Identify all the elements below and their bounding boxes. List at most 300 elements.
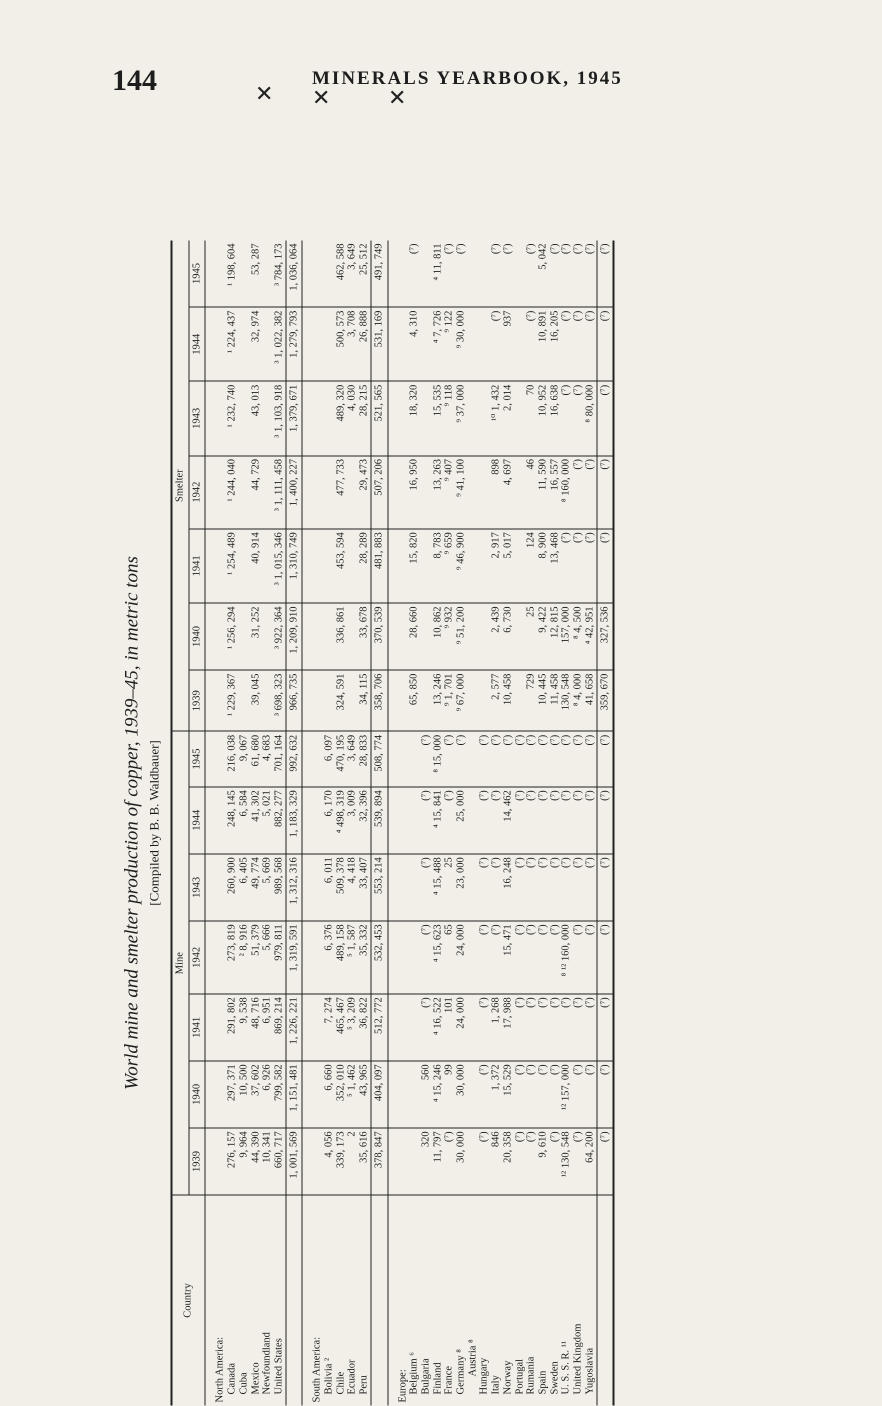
table-row bbox=[573, 241, 585, 1406]
country-name: Belgium ⁶ bbox=[408, 1352, 420, 1395]
smelter-value: ⁸ 160, 000 bbox=[561, 456, 573, 529]
mine-value: 260, 900 bbox=[227, 854, 239, 921]
mine-value bbox=[409, 854, 421, 921]
smelter-value: 65, 850 bbox=[409, 670, 421, 731]
mine-value: (⁷) bbox=[573, 854, 585, 921]
mine-value: 276, 157 bbox=[227, 1128, 239, 1195]
smelter-value: ⁴ 7, 726 bbox=[432, 307, 444, 381]
smelter-value: ¹⁰ 1, 432 bbox=[491, 381, 503, 455]
mine-value: ⁴ 16, 522 bbox=[432, 994, 444, 1061]
smelter-value: 324, 591 bbox=[335, 670, 347, 731]
mine-value: ⁸ ¹² 160, 000 bbox=[561, 921, 573, 994]
section-header-row bbox=[302, 241, 323, 1406]
mine-value: 273, 819 bbox=[227, 921, 239, 994]
total-row bbox=[286, 241, 303, 1406]
empty-cell bbox=[302, 381, 323, 455]
empty-cell bbox=[388, 307, 409, 381]
country-name: Rumania bbox=[525, 1356, 537, 1395]
smelter-value bbox=[238, 241, 250, 308]
table-row bbox=[537, 241, 549, 1406]
mine-value: (⁷) bbox=[479, 854, 491, 921]
mine-value: ⁵ 1, 587 bbox=[347, 921, 359, 994]
empty-cell bbox=[302, 1061, 323, 1128]
empty-cell bbox=[388, 731, 409, 786]
smelter-value: 2, 917 bbox=[491, 529, 503, 603]
mine-total: 1, 312, 316 bbox=[286, 854, 303, 921]
mine-value bbox=[467, 787, 479, 854]
smelter-value bbox=[479, 670, 491, 731]
mine-total: (⁷) bbox=[597, 787, 614, 854]
mine-value: 6, 405 bbox=[238, 854, 250, 921]
country-cell bbox=[491, 1195, 503, 1406]
mine-value bbox=[467, 994, 479, 1061]
country-name: Sweden bbox=[549, 1361, 561, 1395]
smelter-value: ⁹ 932 bbox=[444, 603, 456, 670]
mine-value: (⁷) bbox=[584, 994, 596, 1061]
smelter-value: ⁹ 659 bbox=[444, 529, 456, 603]
mine-value: ⁵ 1, 462 bbox=[347, 1061, 359, 1128]
mine-total: (⁷) bbox=[597, 731, 614, 786]
mine-value: 11, 797 bbox=[432, 1128, 444, 1195]
smelter-value bbox=[238, 456, 250, 529]
smelter-value: 12, 815 bbox=[549, 603, 561, 670]
mine-value: 43, 965 bbox=[359, 1061, 371, 1128]
country-name: Finland bbox=[432, 1362, 444, 1395]
mine-value: 509, 378 bbox=[335, 854, 347, 921]
mine-value: 35, 332 bbox=[359, 921, 371, 994]
empty-cell bbox=[205, 307, 226, 381]
smelter-value: 28, 289 bbox=[359, 529, 371, 603]
smelter-value: 4, 697 bbox=[502, 456, 514, 529]
mine-value: (⁷) bbox=[514, 787, 526, 854]
mine-value: 99 bbox=[444, 1061, 456, 1128]
mine-value: 352, 010 bbox=[335, 1061, 347, 1128]
mine-total: 378, 847 bbox=[371, 1128, 388, 1195]
smelter-value bbox=[262, 529, 274, 603]
mine-value: (⁷) bbox=[584, 787, 596, 854]
mine-value: ⁴ 15, 623 bbox=[432, 921, 444, 994]
mine-value: (⁷) bbox=[537, 731, 549, 786]
table-row bbox=[502, 241, 514, 1406]
smelter-value: ³ 922, 364 bbox=[273, 603, 285, 670]
smelter-value: 53, 287 bbox=[250, 241, 262, 308]
smelter-value: ⁸ 4, 000 bbox=[573, 670, 585, 731]
smelter-value: 25, 512 bbox=[359, 241, 371, 308]
mine-value bbox=[409, 731, 421, 786]
smelter-value: 10, 952 bbox=[537, 381, 549, 455]
smelter-value bbox=[347, 670, 359, 731]
smelter-value: (⁷) bbox=[561, 241, 573, 308]
country-name: Ecuador bbox=[346, 1359, 358, 1395]
table-row bbox=[262, 241, 274, 1406]
country-name: Bolivia ² bbox=[323, 1357, 335, 1395]
smelter-value: (⁷) bbox=[573, 529, 585, 603]
smelter-value: 157, 000 bbox=[561, 603, 573, 670]
country-name: Spain bbox=[537, 1370, 549, 1395]
smelter-value: ⁹ 118 bbox=[444, 381, 456, 455]
mine-value: (⁷) bbox=[514, 921, 526, 994]
mine-value bbox=[467, 921, 479, 994]
smelter-group-header: Smelter bbox=[172, 241, 189, 732]
mine-value: (⁷) bbox=[491, 921, 503, 994]
empty-cell bbox=[205, 1128, 226, 1195]
country-name: Norway bbox=[502, 1360, 514, 1395]
mine-value: 17, 988 bbox=[502, 994, 514, 1061]
smelter-value: 16, 205 bbox=[549, 307, 561, 381]
table-caption: World mine and smelter production of copper, 1939–45, in metric tons bbox=[121, 556, 143, 1090]
mine-value: 248, 145 bbox=[227, 787, 239, 854]
mine-value: 64, 200 bbox=[584, 1128, 596, 1195]
table-row bbox=[359, 241, 371, 1406]
mine-value bbox=[409, 921, 421, 994]
mine-value: 5, 669 bbox=[262, 854, 274, 921]
smelter-value: 28, 215 bbox=[359, 381, 371, 455]
mine-total: 512, 772 bbox=[371, 994, 388, 1061]
smelter-value: 4, 310 bbox=[409, 307, 421, 381]
smelter-value: 8, 783 bbox=[432, 529, 444, 603]
smelter-value: 5, 042 bbox=[537, 241, 549, 308]
mine-value: 33, 407 bbox=[359, 854, 371, 921]
mine-year-header: 1940 bbox=[189, 1061, 206, 1128]
mine-value: 61, 680 bbox=[250, 731, 262, 786]
empty-cell bbox=[205, 731, 226, 786]
smelter-value: ³ 1, 103, 918 bbox=[273, 381, 285, 455]
country-column-header: Country bbox=[172, 1195, 206, 1406]
mine-value: 4, 056 bbox=[324, 1128, 336, 1195]
mine-value: 489, 158 bbox=[335, 921, 347, 994]
mine-value: (⁷) bbox=[584, 731, 596, 786]
smelter-value: ¹ 224, 437 bbox=[227, 307, 239, 381]
mine-value: 48, 716 bbox=[250, 994, 262, 1061]
smelter-value: 46 bbox=[526, 456, 538, 529]
empty-cell bbox=[205, 1061, 226, 1128]
smelter-total: (⁷) bbox=[597, 307, 614, 381]
table-row bbox=[347, 241, 359, 1406]
mine-value: ² 8, 916 bbox=[238, 921, 250, 994]
smelter-value bbox=[514, 381, 526, 455]
country-name: Italy bbox=[490, 1375, 502, 1395]
mine-total: 553, 214 bbox=[371, 854, 388, 921]
mine-value: (⁷) bbox=[549, 731, 561, 786]
smelter-year-header: 1944 bbox=[189, 307, 206, 381]
country-name: Mexico bbox=[250, 1362, 262, 1395]
mine-value: 10, 500 bbox=[238, 1061, 250, 1128]
mine-value: 882, 277 bbox=[273, 787, 285, 854]
smelter-value: ⁹ 37, 000 bbox=[456, 381, 468, 455]
smelter-value: ³ 698, 323 bbox=[273, 670, 285, 731]
smelter-value: 8, 900 bbox=[537, 529, 549, 603]
country-cell bbox=[561, 1195, 573, 1406]
mine-value: (⁷) bbox=[444, 787, 456, 854]
smelter-value: 16, 950 bbox=[409, 456, 421, 529]
smelter-value bbox=[324, 529, 336, 603]
smelter-value: 6, 730 bbox=[502, 603, 514, 670]
x-mark-icon: ✕ bbox=[388, 86, 407, 111]
empty-cell bbox=[388, 787, 409, 854]
smelter-value bbox=[514, 456, 526, 529]
smelter-value bbox=[467, 529, 479, 603]
country-name: Austria ⁸ bbox=[467, 1339, 479, 1377]
smelter-value: 18, 320 bbox=[409, 381, 421, 455]
smelter-value: 15, 535 bbox=[432, 381, 444, 455]
mine-value: (⁷) bbox=[561, 994, 573, 1061]
smelter-value: ¹ 198, 604 bbox=[227, 241, 239, 308]
smelter-value bbox=[238, 603, 250, 670]
country-name: Germany ⁸ bbox=[455, 1349, 467, 1395]
smelter-value bbox=[324, 456, 336, 529]
smelter-value: 477, 733 bbox=[335, 456, 347, 529]
table-row bbox=[335, 241, 347, 1406]
smelter-value bbox=[467, 670, 479, 731]
smelter-year-header: 1945 bbox=[189, 241, 206, 308]
mine-value: 6, 951 bbox=[262, 994, 274, 1061]
country-cell bbox=[573, 1195, 585, 1406]
smelter-value: (⁷) bbox=[549, 241, 561, 308]
mine-value: 51, 379 bbox=[250, 921, 262, 994]
mine-value: (⁷) bbox=[549, 1061, 561, 1128]
smelter-value: 9, 422 bbox=[537, 603, 549, 670]
smelter-value: ¹ 229, 367 bbox=[227, 670, 239, 731]
smelter-value bbox=[238, 670, 250, 731]
mine-year-header: 1943 bbox=[189, 854, 206, 921]
smelter-value: ¹ 254, 489 bbox=[227, 529, 239, 603]
mine-value: 14, 462 bbox=[502, 787, 514, 854]
mine-value: (⁷) bbox=[479, 787, 491, 854]
smelter-value bbox=[514, 670, 526, 731]
smelter-value: 15, 820 bbox=[409, 529, 421, 603]
smelter-total: 507, 206 bbox=[371, 456, 388, 529]
smelter-value: (⁷) bbox=[502, 241, 514, 308]
copper-production-table bbox=[171, 241, 615, 1406]
smelter-value: ¹ 232, 740 bbox=[227, 381, 239, 455]
empty-cell bbox=[302, 307, 323, 381]
smelter-total: (⁷) bbox=[597, 529, 614, 603]
smelter-value: (⁷) bbox=[491, 241, 503, 308]
smelter-year-header: 1943 bbox=[189, 381, 206, 455]
table-row bbox=[324, 241, 336, 1406]
country-cell bbox=[514, 1195, 526, 1406]
smelter-value: 462, 588 bbox=[335, 241, 347, 308]
mine-total: 404, 097 bbox=[371, 1061, 388, 1128]
mine-value: (⁷) bbox=[573, 1128, 585, 1195]
country-cell bbox=[359, 1195, 371, 1406]
mine-value: 37, 602 bbox=[250, 1061, 262, 1128]
smelter-value bbox=[347, 529, 359, 603]
mine-value: 35, 616 bbox=[359, 1128, 371, 1195]
mine-value: ⁴ 498, 319 bbox=[335, 787, 347, 854]
table-row bbox=[444, 241, 456, 1406]
mine-value: 2 bbox=[347, 1128, 359, 1195]
mine-value: 5, 021 bbox=[262, 787, 274, 854]
smelter-value bbox=[420, 307, 432, 381]
mine-value: 470, 195 bbox=[335, 731, 347, 786]
mine-value: 4, 418 bbox=[347, 854, 359, 921]
mine-value: (⁷) bbox=[561, 854, 573, 921]
mine-group-header: Mine bbox=[172, 731, 189, 1195]
mine-total: 508, 774 bbox=[371, 731, 388, 786]
mine-value bbox=[409, 787, 421, 854]
smelter-value: 937 bbox=[502, 307, 514, 381]
mine-value: (⁷) bbox=[479, 921, 491, 994]
empty-cell bbox=[388, 994, 409, 1061]
mine-value: 15, 529 bbox=[502, 1061, 514, 1128]
country-cell bbox=[273, 1195, 285, 1406]
smelter-year-header: 1939 bbox=[189, 670, 206, 731]
country-name: Hungary bbox=[478, 1357, 490, 1395]
smelter-value bbox=[262, 603, 274, 670]
smelter-value bbox=[420, 670, 432, 731]
smelter-value: 3, 649 bbox=[347, 241, 359, 308]
mine-value: (⁷) bbox=[514, 1061, 526, 1128]
smelter-value: 16, 638 bbox=[549, 381, 561, 455]
smelter-value bbox=[467, 381, 479, 455]
smelter-value: ⁹ 407 bbox=[444, 456, 456, 529]
country-cell bbox=[584, 1195, 596, 1406]
mine-value: 9, 067 bbox=[238, 731, 250, 786]
smelter-value: ³ 784, 173 bbox=[273, 241, 285, 308]
table-row bbox=[584, 241, 596, 1406]
empty-cell bbox=[205, 670, 226, 731]
empty-cell bbox=[388, 529, 409, 603]
smelter-value: (⁷) bbox=[491, 307, 503, 381]
smelter-value bbox=[420, 381, 432, 455]
smelter-value bbox=[479, 529, 491, 603]
mine-total: 1, 001, 569 bbox=[286, 1128, 303, 1195]
smelter-value: 40, 914 bbox=[250, 529, 262, 603]
smelter-value: (⁷) bbox=[561, 307, 573, 381]
smelter-value: ⁹ 67, 000 bbox=[456, 670, 468, 731]
smelter-total: 1, 279, 793 bbox=[286, 307, 303, 381]
mine-value: (⁷) bbox=[479, 731, 491, 786]
mine-value: 10, 341 bbox=[262, 1128, 274, 1195]
mine-value: (⁷) bbox=[479, 1128, 491, 1195]
mine-value: 15, 471 bbox=[502, 921, 514, 994]
empty-cell bbox=[388, 1128, 409, 1195]
smelter-value bbox=[420, 456, 432, 529]
empty-cell bbox=[302, 241, 323, 308]
country-cell bbox=[420, 1195, 432, 1406]
table-row bbox=[456, 241, 468, 1406]
mine-value: (⁷) bbox=[549, 921, 561, 994]
smelter-value: ¹ 256, 294 bbox=[227, 603, 239, 670]
empty-cell bbox=[205, 529, 226, 603]
mine-value: 701, 164 bbox=[273, 731, 285, 786]
smelter-value: ³ 1, 015, 346 bbox=[273, 529, 285, 603]
smelter-value bbox=[467, 307, 479, 381]
smelter-value bbox=[262, 670, 274, 731]
country-cell bbox=[537, 1195, 549, 1406]
mine-total: 1, 319, 591 bbox=[286, 921, 303, 994]
smelter-value: (⁷) bbox=[573, 456, 585, 529]
smelter-value bbox=[262, 241, 274, 308]
smelter-value: (⁷) bbox=[584, 529, 596, 603]
empty-cell bbox=[302, 603, 323, 670]
table-row bbox=[273, 241, 285, 1406]
table-body bbox=[205, 241, 613, 1406]
country-cell bbox=[347, 1195, 359, 1406]
mine-value: (⁷) bbox=[573, 1061, 585, 1128]
smelter-total: 1, 400, 227 bbox=[286, 456, 303, 529]
smelter-value bbox=[324, 603, 336, 670]
smelter-value: (⁷) bbox=[573, 307, 585, 381]
mine-value: (⁷) bbox=[537, 787, 549, 854]
smelter-value bbox=[479, 603, 491, 670]
empty-cell bbox=[388, 854, 409, 921]
empty-cell bbox=[388, 381, 409, 455]
smelter-value bbox=[467, 241, 479, 308]
country-cell bbox=[456, 1195, 468, 1406]
smelter-value: 44, 729 bbox=[250, 456, 262, 529]
mine-total: 1, 226, 221 bbox=[286, 994, 303, 1061]
country-name: United States bbox=[273, 1338, 285, 1395]
smelter-value: 29, 473 bbox=[359, 456, 371, 529]
country-name: U. S. S. R. ¹¹ bbox=[560, 1340, 572, 1395]
smelter-value: 43, 013 bbox=[250, 381, 262, 455]
mine-total: (⁷) bbox=[597, 994, 614, 1061]
table-row bbox=[409, 241, 421, 1406]
mine-value: (⁷) bbox=[420, 921, 432, 994]
smelter-value bbox=[514, 529, 526, 603]
mine-value: 799, 582 bbox=[273, 1061, 285, 1128]
mine-value: ⁸ 15, 000 bbox=[432, 731, 444, 786]
mine-value: (⁷) bbox=[514, 731, 526, 786]
smelter-value bbox=[514, 603, 526, 670]
country-cell bbox=[335, 1195, 347, 1406]
mine-value bbox=[467, 1061, 479, 1128]
mine-value: 25, 000 bbox=[456, 787, 468, 854]
mine-value bbox=[409, 1061, 421, 1128]
smelter-value bbox=[262, 307, 274, 381]
mine-value: 65 bbox=[444, 921, 456, 994]
mine-value: 20, 358 bbox=[502, 1128, 514, 1195]
smelter-total: (⁷) bbox=[597, 381, 614, 455]
smelter-value: 11, 458 bbox=[549, 670, 561, 731]
mine-total: 992, 632 bbox=[286, 731, 303, 786]
country-cell bbox=[526, 1195, 538, 1406]
smelter-total: 327, 536 bbox=[597, 603, 614, 670]
empty-cell bbox=[205, 603, 226, 670]
smelter-value bbox=[238, 307, 250, 381]
section-name: South America: bbox=[311, 1336, 323, 1403]
smelter-value: 25 bbox=[526, 603, 538, 670]
total-row bbox=[597, 241, 614, 1406]
smelter-total: 521, 565 bbox=[371, 381, 388, 455]
smelter-value bbox=[238, 381, 250, 455]
country-name: Cuba bbox=[238, 1372, 250, 1395]
mine-value: 4, 683 bbox=[262, 731, 274, 786]
x-mark-icon: ✕ bbox=[312, 86, 331, 111]
smelter-value: 70 bbox=[526, 381, 538, 455]
smelter-value: 28, 660 bbox=[409, 603, 421, 670]
smelter-total: 491, 749 bbox=[371, 241, 388, 308]
section-name: North America: bbox=[214, 1336, 226, 1403]
mine-value: 7, 274 bbox=[324, 994, 336, 1061]
mine-value: (⁷) bbox=[537, 1061, 549, 1128]
smelter-value: 10, 862 bbox=[432, 603, 444, 670]
empty-cell bbox=[205, 456, 226, 529]
mine-value: 291, 802 bbox=[227, 994, 239, 1061]
mine-year-header: 1944 bbox=[189, 787, 206, 854]
country-cell bbox=[262, 1195, 274, 1406]
country-cell bbox=[432, 1195, 444, 1406]
mine-value: 560 bbox=[420, 1061, 432, 1128]
country-name: Bulgaria bbox=[420, 1358, 432, 1395]
smelter-total: (⁷) bbox=[597, 241, 614, 308]
mine-value: 44, 390 bbox=[250, 1128, 262, 1195]
mine-value: 3, 649 bbox=[347, 731, 359, 786]
empty-cell bbox=[388, 670, 409, 731]
smelter-value: (⁷) bbox=[526, 307, 538, 381]
